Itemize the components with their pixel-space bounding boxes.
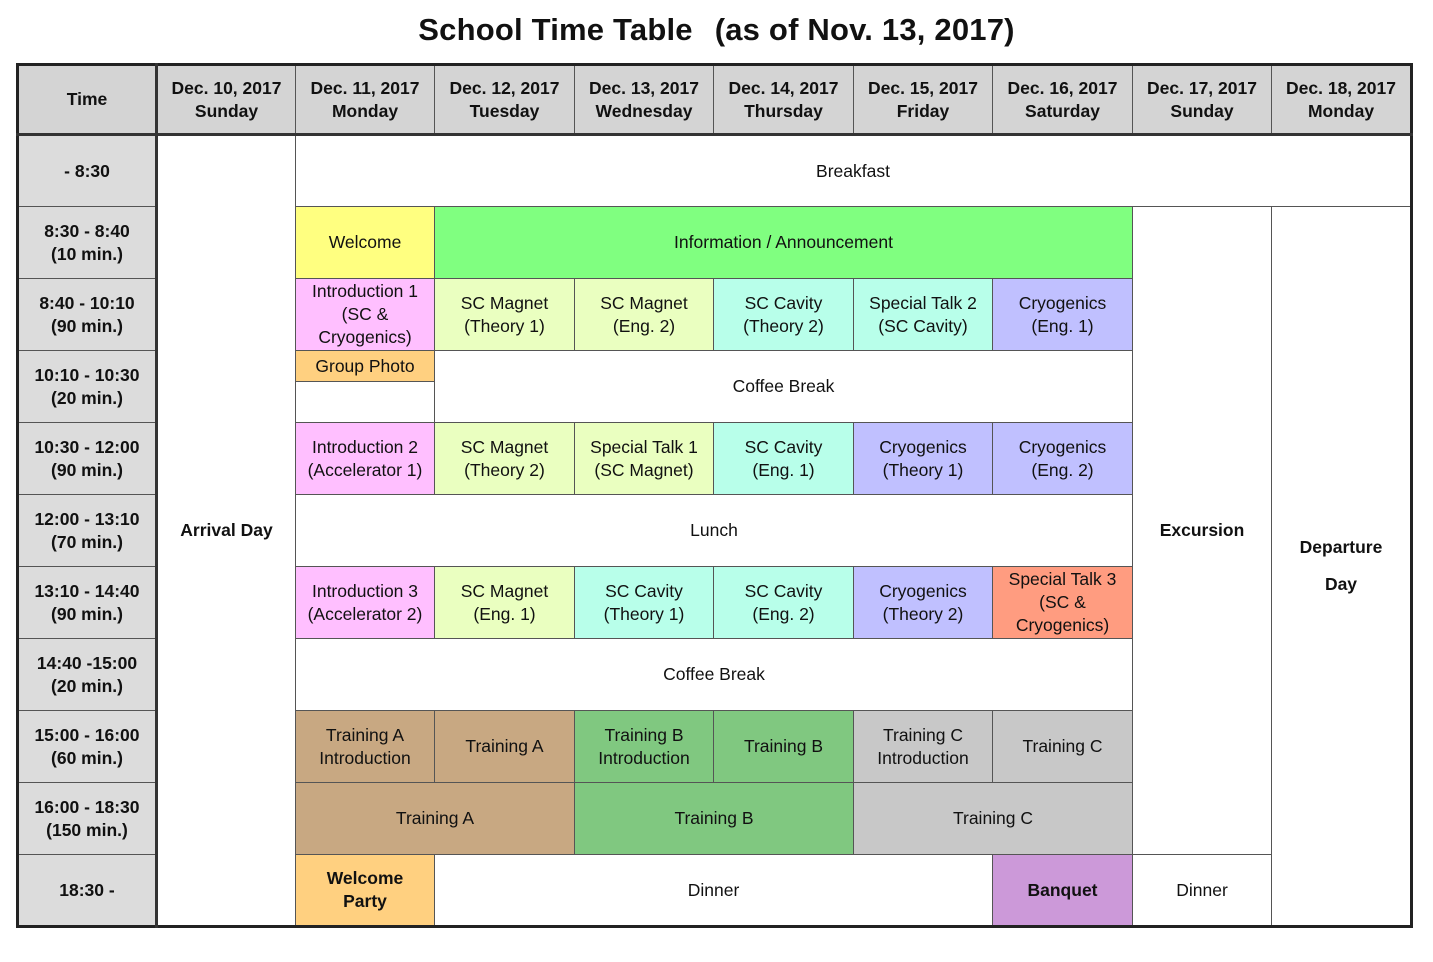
header-row <box>18 65 1412 135</box>
group-photo-cell: Group Photo <box>296 351 434 382</box>
sc-cavity-theory2-cell: SC Cavity (Theory 2) <box>714 279 854 351</box>
breakfast-cell: Breakfast <box>296 135 1412 207</box>
lunch-cell: Lunch <box>296 495 1133 567</box>
time-slot: 13:10 - 14:40 (90 min.) <box>18 567 157 639</box>
group-photo-slot <box>296 351 435 423</box>
arrival-day-cell: Arrival Day <box>157 135 296 927</box>
day-header-dec15 <box>854 65 993 135</box>
coffee-break-cell: Coffee Break <box>435 351 1133 423</box>
special-talk-2-cell: Special Talk 2 (SC Cavity) <box>854 279 993 351</box>
table-row <box>18 135 1412 207</box>
day-weekday: Saturday <box>1025 100 1100 121</box>
title-date: (as of Nov. 13, 2017) <box>714 12 1015 47</box>
day-weekday: Thursday <box>744 100 823 121</box>
day-date: Dec. 14, 2017 <box>728 77 839 98</box>
day-weekday: Friday <box>896 100 950 121</box>
sc-magnet-theory1-cell: SC Magnet (Theory 1) <box>435 279 575 351</box>
day-date: Dec. 17, 2017 <box>1147 77 1257 98</box>
sc-cavity-eng2-cell: SC Cavity (Eng. 2) <box>714 567 854 639</box>
cryogenics-eng2-cell: Cryogenics (Eng. 2) <box>993 423 1133 495</box>
welcome-party-cell: Welcome Party <box>296 855 435 927</box>
day-header-dec11 <box>296 65 435 135</box>
day-weekday: Monday <box>331 100 399 121</box>
cryogenics-eng1-cell: Cryogenics (Eng. 1) <box>993 279 1133 351</box>
training-c-long-cell: Training C <box>854 783 1133 855</box>
sc-cavity-eng1-cell: SC Cavity (Eng. 1) <box>714 423 854 495</box>
introduction-3-cell: Introduction 3 (Accelerator 2) <box>296 567 435 639</box>
sc-magnet-theory2-cell: SC Magnet (Theory 2) <box>435 423 575 495</box>
day-weekday: Monday <box>1307 100 1375 121</box>
time-slot: 14:40 -15:00 (20 min.) <box>18 639 157 711</box>
sc-magnet-eng2-cell: SC Magnet (Eng. 2) <box>575 279 714 351</box>
excursion-cell: Excursion <box>1133 207 1272 855</box>
time-slot: 15:00 - 16:00 (60 min.) <box>18 711 157 783</box>
dinner-sunday-cell: Dinner <box>1133 855 1272 927</box>
day-header-dec12 <box>435 65 575 135</box>
day-weekday: Sunday <box>194 100 259 121</box>
time-header: Time <box>18 65 157 135</box>
dinner-cell: Dinner <box>435 855 993 927</box>
timetable <box>16 63 1413 928</box>
banquet-cell: Banquet <box>993 855 1133 927</box>
day-date: Dec. 12, 2017 <box>449 77 560 98</box>
day-date: Dec. 18, 2017 <box>1286 77 1396 98</box>
training-b-cell: Training B <box>714 711 854 783</box>
day-date: Dec. 16, 2017 <box>1007 77 1118 98</box>
day-weekday: Sunday <box>1170 100 1234 121</box>
introduction-1-cell: Introduction 1 (SC & Cryogenics) <box>296 279 435 351</box>
time-slot: 10:30 - 12:00 (90 min.) <box>18 423 157 495</box>
information-cell: Information / Announcement <box>435 207 1133 279</box>
time-slot: 12:00 - 13:10 (70 min.) <box>18 495 157 567</box>
time-slot: - 8:30 <box>18 135 157 207</box>
title-main: School Time Table <box>418 12 693 47</box>
welcome-cell: Welcome <box>296 207 435 279</box>
day-header-dec17 <box>1133 65 1272 135</box>
day-date: Dec. 10, 2017 <box>171 77 282 98</box>
training-b-intro-cell: Training B Introduction <box>575 711 714 783</box>
special-talk-3-cell: Special Talk 3 (SC & Cryogenics) <box>993 567 1133 639</box>
day-date: Dec. 11, 2017 <box>310 77 420 98</box>
time-slot: 8:30 - 8:40 (10 min.) <box>18 207 157 279</box>
day-date: Dec. 13, 2017 <box>589 77 699 98</box>
training-a-cell: Training A <box>435 711 575 783</box>
time-slot: 16:00 - 18:30 (150 min.) <box>18 783 157 855</box>
training-a-intro-cell: Training A Introduction <box>296 711 435 783</box>
sc-magnet-eng1-cell: SC Magnet (Eng. 1) <box>435 567 575 639</box>
training-a-long-cell: Training A <box>296 783 575 855</box>
day-header-dec18 <box>1272 65 1412 135</box>
cryogenics-theory2-cell: Cryogenics (Theory 2) <box>854 567 993 639</box>
page-title <box>0 12 1433 48</box>
introduction-2-cell: Introduction 2 (Accelerator 1) <box>296 423 435 495</box>
training-b-long-cell: Training B <box>575 783 854 855</box>
coffee-break-cell: Coffee Break <box>296 639 1133 711</box>
day-header-dec14 <box>714 65 854 135</box>
day-weekday: Wednesday <box>595 100 693 121</box>
time-slot: 8:40 - 10:10 (90 min.) <box>18 279 157 351</box>
departure-day-cell: Departure Day <box>1272 207 1412 927</box>
day-header-dec10 <box>157 65 296 135</box>
training-c-intro-cell: Training C Introduction <box>854 711 993 783</box>
time-slot: 10:10 - 10:30 (20 min.) <box>18 351 157 423</box>
time-slot: 18:30 - <box>18 855 157 927</box>
day-date: Dec. 15, 2017 <box>868 77 978 98</box>
training-c-cell: Training C <box>993 711 1133 783</box>
day-header-dec13 <box>575 65 714 135</box>
day-weekday: Tuesday <box>469 100 540 121</box>
special-talk-1-cell: Special Talk 1 (SC Magnet) <box>575 423 714 495</box>
day-header-dec16 <box>993 65 1133 135</box>
cryogenics-theory1-cell: Cryogenics (Theory 1) <box>854 423 993 495</box>
sc-cavity-theory1-cell: SC Cavity (Theory 1) <box>575 567 714 639</box>
